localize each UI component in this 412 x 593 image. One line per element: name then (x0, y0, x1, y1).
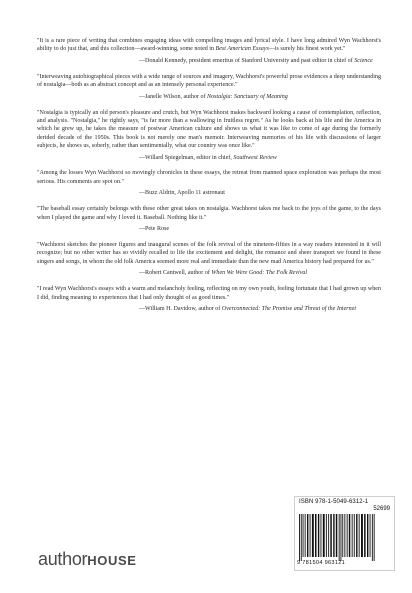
barcode-bar (301, 514, 302, 561)
blurb-attribution: —Willard Spiegelman, editor in chief, Southwest Review (139, 154, 277, 161)
blurb-attribution: —Buzz Aldrin, Apollo 11 astronaut (139, 190, 225, 197)
blurb-aldrin (37, 169, 381, 197)
barcode-bar (333, 514, 334, 557)
isbn-barcode (294, 496, 395, 571)
barcode-bar (349, 514, 351, 557)
barcode-bar (354, 514, 355, 557)
blurb-kennedy (37, 37, 381, 65)
barcode-bar (307, 514, 308, 557)
blurb-attribution: —Pete Rose (139, 226, 170, 233)
blurb-attribution: —Donald Kennedy, president emeritus of Stanford University and past editor in chief of Science (139, 57, 373, 64)
blurb-attribution: —Janelle Wilson, author of Nostalgia: Sanctuary of Meaning (139, 93, 288, 100)
barcode-bar (305, 514, 306, 557)
barcode-bar (336, 514, 338, 557)
blurb-attribution: —William H. Davidow, author of Overconnected: The Promise and Threat of the Internet (139, 306, 357, 313)
barcode-bar (326, 514, 327, 557)
blurb-rose (37, 205, 381, 233)
price-code: 52699 (373, 506, 390, 512)
blurb-quote: "Wachhorst sketches the pioneer figures and inaugural scenes of the folk revival of the nineteen-fifties in a way readers interested in it will recognize; but no other writer has so vividly recalled to life the excitement and delight, the romance and sheer transport we found in these singers and songs, in whom the old folk America seemed more real and immediate than the new mad America history had prepared for us." (37, 242, 381, 265)
barcode-bar (323, 514, 325, 557)
barcode-bar (310, 514, 311, 557)
publisher-logo (38, 549, 136, 570)
barcode-bar (361, 514, 363, 557)
barcode-bar (328, 514, 329, 557)
blurb-quote: "Among the losses Wyn Wachhorst so movingly chronicles in these essays, the retreat from manned space exploration was perhaps the most serious. His comments are spot on." (37, 170, 381, 185)
blurb-quote: "It is a rare piece of writing that combines engaging ideas with compelling images and lyrical style. I have long admired Wyn Wachhorst's ability to do just that, and this collection—award-winning, some noted in Best American Essays—is surely his finest work yet." (37, 38, 381, 53)
barcode-bar (312, 514, 314, 557)
barcode-bar (321, 514, 322, 557)
logo-house: HOUSE (87, 553, 137, 568)
barcode-bar (342, 514, 343, 557)
barcode-bar (347, 514, 348, 557)
barcode-bar (339, 514, 340, 561)
barcode-bar (364, 514, 366, 557)
blurb-davidow (37, 285, 381, 313)
barcode-bar (352, 514, 353, 557)
blurb-quote: "Interweaving autobiographical pieces with a wide range of sources and imagery, Wachhorst's powerful prose evidences a deep understanding of nostalgia—both as an abstract concept and as an intensely personal experience." (37, 73, 381, 89)
blurb-spiegelman (37, 109, 381, 162)
barcode-digits: 9 781504 963121 (297, 560, 346, 566)
blurb-quote: "Nostalgia is typically an old person's pleasure and crutch, but Wyn Wachhorst makes backward looking a cause of contemplation, reflection, and analysis. "Nostalgia," he rightly says, "is far more than a wallowing in fruitless regret." As he looks back at his life and the America in which he grew up, he takes the measure of postwar American culture and shows us what it was like to come of age during the formerly derided decade of the 1950s. This book is not merely one man's memoir. Interweaving memories of his life with discussions of larger subjects, he shows us, soberly, rather than sentimentally, what our country was once like." (37, 109, 381, 149)
logo-author: author (38, 549, 88, 569)
barcode-bar (359, 514, 360, 557)
barcode-bar (341, 514, 342, 561)
barcode-bar (367, 514, 368, 557)
barcode-bar (372, 514, 373, 561)
barcode-bars (299, 514, 389, 561)
blurb-wilson (37, 73, 381, 101)
barcode-bar (299, 514, 300, 561)
isbn-label: ISBN 978-1-5049-6312-1 (299, 499, 369, 505)
barcode-bar (356, 514, 357, 557)
barcode-bar (315, 514, 317, 557)
barcode-bar (344, 514, 345, 557)
blurb-attribution: —Robert Cantwell, author of When We Were Good: The Folk Revival (139, 270, 308, 277)
barcode-bar (303, 514, 304, 557)
blurb-list (37, 37, 381, 321)
blurb-quote: "The baseball essay certainly belongs with these other great takes on nostalgia. Wachhorst takes me back to the joys of the game, to the days when I played the game and why I loved it. Baseball. Nothing like it." (37, 206, 381, 221)
barcode-bar (318, 514, 319, 557)
barcode-bar (330, 514, 332, 557)
barcode-bar (370, 514, 371, 557)
blurb-cantwell (37, 241, 381, 278)
barcode-bar (374, 514, 375, 561)
blurb-quote: "I read Wyn Wachhorst's essays with a warm and melancholy feeling, reflecting on my own youth, feeling fortunate that I had grown up when I did, finding meaning to experiences that I had only thought of as good times." (37, 286, 381, 301)
